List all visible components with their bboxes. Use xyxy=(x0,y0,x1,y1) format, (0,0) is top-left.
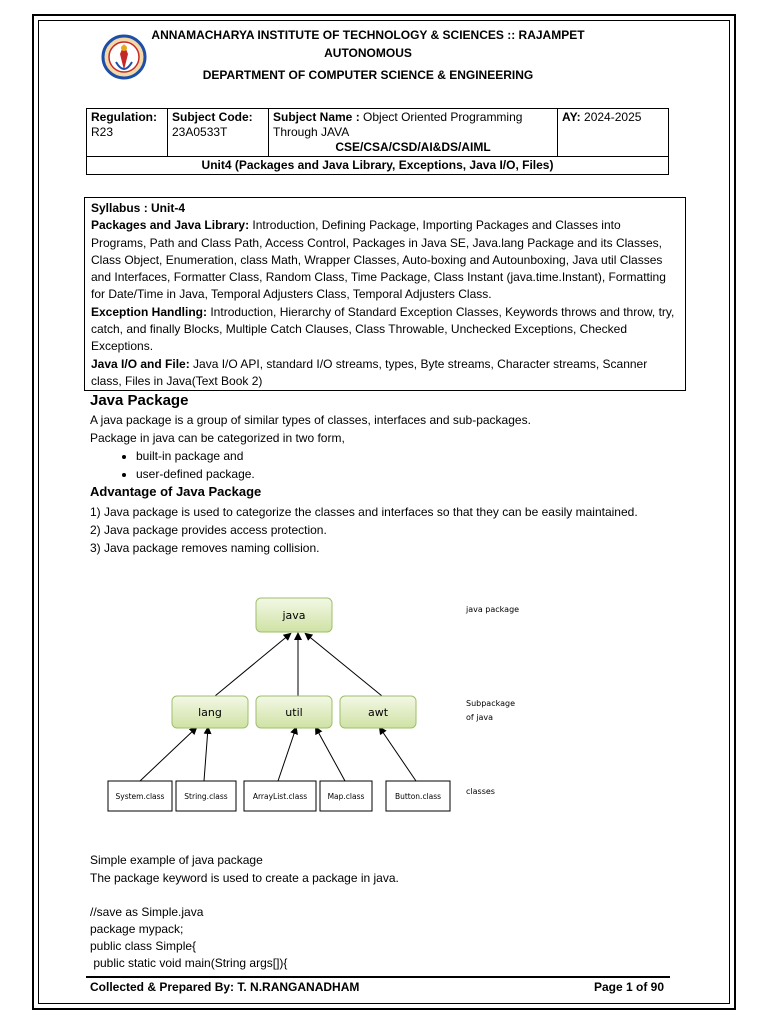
subject-code-label: Subject Code: xyxy=(172,110,253,124)
class-map-label: Map.class xyxy=(327,792,365,801)
class-arraylist-label: ArrayList.class xyxy=(252,792,308,801)
advantage-2: 2) Java package provides access protection. xyxy=(90,523,327,537)
arrow-string-lang xyxy=(204,728,208,781)
definition-text: A java package is a group of similar types of classes, interfaces and sub-packages. xyxy=(90,413,531,427)
node-awt xyxy=(340,696,416,728)
department-name: DEPARTMENT OF COMPUTER SCIENCE & ENGINEERING xyxy=(202,68,534,82)
arrow-map-util xyxy=(316,728,345,781)
packages-label: Packages and Java Library: xyxy=(91,218,250,233)
code-line: //save as Simple.java xyxy=(90,905,204,919)
class-button xyxy=(386,781,450,811)
class-string xyxy=(176,781,236,811)
subject-name-value-1: Object Oriented Programming xyxy=(363,110,523,124)
regulation-label: Regulation: xyxy=(91,110,157,124)
regulation-cell xyxy=(87,109,168,157)
example-intro: The package keyword is used to create a package in java. xyxy=(90,871,399,885)
autonomous-status: AUTONOMOUS xyxy=(324,46,412,60)
code-line: package mypack; xyxy=(90,922,184,936)
caption-java-package: java package xyxy=(466,605,520,614)
arrow-button-awt xyxy=(380,728,416,781)
example-title: Simple example of java package xyxy=(90,853,263,867)
node-java xyxy=(256,598,332,632)
subject-code-cell xyxy=(168,109,269,157)
regulation-value: R23 xyxy=(91,125,114,139)
page-number: Page 1 of 90 xyxy=(594,980,665,994)
class-string-label: String.class xyxy=(184,792,228,801)
unit-title: Unit4 (Packages and Java Library, Exceptions, Java I/O, Files) xyxy=(87,157,669,175)
node-java-label: java xyxy=(282,609,306,622)
caption-classes: classes xyxy=(466,787,495,796)
arrow-awt-java xyxy=(306,634,382,696)
arrow-arraylist-util xyxy=(278,728,296,781)
ay-cell xyxy=(558,109,669,157)
subject-name-cell xyxy=(269,109,558,157)
exceptions-label: Exception Handling: xyxy=(91,304,208,319)
syllabus-packages xyxy=(91,217,679,303)
list-item: • built-in package and xyxy=(136,447,255,465)
subject-info-table xyxy=(86,108,669,175)
advantage-3: 3) Java package removes naming collision. xyxy=(90,541,320,555)
institute-name: ANNAMACHARYA INSTITUTE OF TECHNOLOGY & SCIENCES :: RAJAMPET xyxy=(151,28,585,42)
class-map xyxy=(320,781,372,811)
code-line: public static void main(String args[]){ xyxy=(90,956,288,970)
node-awt-label: awt xyxy=(367,706,389,719)
arrow-lang-java xyxy=(215,634,290,696)
advantage-1: 1) Java package is used to categorize the classes and interfaces so that they can be easily maintained. xyxy=(90,505,638,519)
syllabus-exceptions xyxy=(91,304,679,356)
packages-text: Introduction, Defining Package, Importing Packages and Classes into Programs, Path and Class Path, Access Control, Packages in Java SE, Java.lang Package and its Classes, Class Object, Enumeration, class Math, Wrapper Classes, Auto-boxing and Autounboxing, Java util Classes and Interfaces, Formatter Class, Random Class, Time Package, Class Instant (java.time.Instant), Formatting for Date/Time in Java, Temporal Adjusters Class, Temporal Adjusters Class. xyxy=(91,218,666,302)
subject-code-value: 23A0533T xyxy=(172,125,228,139)
syllabus-heading: Syllabus : Unit-4 xyxy=(91,201,186,215)
syllabus-io xyxy=(91,356,679,391)
subject-name-value-2: Through JAVA xyxy=(273,125,350,139)
code-line: public class Simple{ xyxy=(90,939,197,953)
node-lang-label: lang xyxy=(198,706,222,719)
caption-subpackage-1: Subpackage xyxy=(466,699,515,708)
class-arraylist xyxy=(244,781,316,811)
node-lang xyxy=(172,696,248,728)
caption-subpackage-2: of java xyxy=(466,713,494,722)
package-hierarchy-diagram xyxy=(100,588,530,824)
node-util xyxy=(256,696,332,728)
node-util-label: util xyxy=(285,706,303,719)
institute-logo xyxy=(101,32,147,82)
list-item: • user-defined package. xyxy=(136,465,255,483)
categories-intro: Package in java can be categorized in two form, xyxy=(90,431,345,445)
io-text: Java I/O API, standard I/O streams, types, Byte streams, Character streams, Scanner class, Files in Java(Text Book 2) xyxy=(91,356,648,388)
advantage-title: Advantage of Java Package xyxy=(90,484,262,499)
subject-name-label: Subject Name : xyxy=(273,110,360,124)
class-system xyxy=(108,781,172,811)
ay-label: AY: xyxy=(562,110,581,124)
footer-prepared-by: Collected & Prepared By: T. N.RANGANADHAM xyxy=(90,980,360,994)
io-label: Java I/O and File: xyxy=(91,356,190,371)
class-button-label: Button.class xyxy=(394,792,442,801)
category-list xyxy=(110,447,255,483)
arrow-system-lang xyxy=(140,728,196,781)
ay-value: 2024-2025 xyxy=(584,110,642,124)
footer-rule xyxy=(86,976,670,978)
section-title: Java Package xyxy=(90,392,189,409)
syllabus-box xyxy=(84,197,686,391)
exceptions-text: Introduction, Hierarchy of Standard Exception Classes, Keywords throws and throw, try, catch, and finally Blocks, Multiple Catch Clauses, Class Throwable, Unchecked Exceptions, Checked Exceptions. xyxy=(91,304,675,354)
branches: CSE/CSA/CSD/AI&DS/AIML xyxy=(335,140,491,154)
class-system-label: System.class xyxy=(115,792,165,801)
